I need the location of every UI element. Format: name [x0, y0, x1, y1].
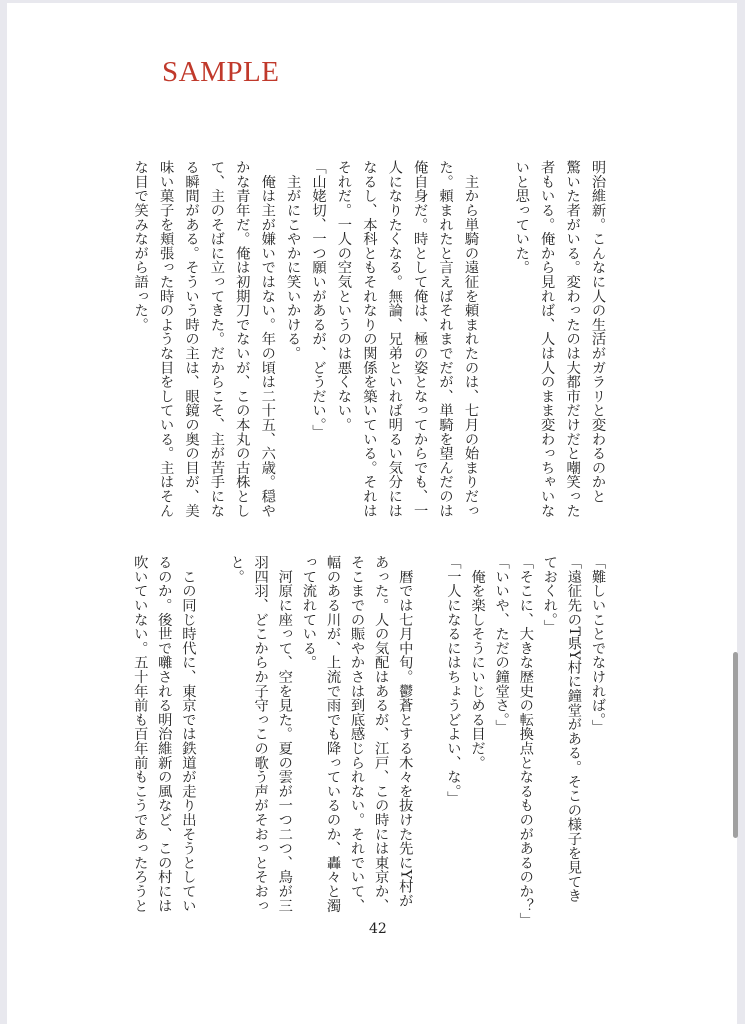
text-block-bottom	[128, 555, 610, 927]
text-line: 暦では七月中旬。鬱蒼とする木々を抜けた先にY村が	[397, 555, 414, 908]
text-line: 幅のある川が、上流で雨でも降っているのか、轟々と濁	[324, 555, 341, 913]
text-line: 俺を楽しそうにいじめる目だ。	[469, 555, 486, 770]
text-line: た。頼まれたと言えばそれまでだが、単騎を望んだのは	[437, 160, 454, 518]
text-line: 驚いた者がいる。変わったのは大都市だけだと嘲笑った	[564, 160, 581, 518]
scrollbar-thumb[interactable]	[733, 652, 738, 838]
text-line: そこまでの賑やかさは到底感じられない。それでいて、	[349, 555, 366, 913]
text-line: 「いいや、ただの鐘堂さ。」	[493, 555, 510, 734]
blank-line	[200, 555, 224, 917]
text-line: 河原に座って、空を見た。夏の雲が一つ二つ、鳥が三	[276, 555, 293, 913]
sample-watermark: SAMPLE	[162, 56, 280, 88]
text-line: 味い菓子を頬張った時のような目をしている。主はそん	[158, 160, 175, 518]
text-line: 「難しいことでなければ。」	[590, 555, 606, 734]
text-line: って流れている。	[300, 555, 317, 670]
text-line: この同じ時代に、東京では鉄道が走り出そうとしてい	[180, 555, 197, 913]
text-line: なるし、本科ともそれなりの関係を築いている。それは	[361, 160, 378, 518]
text-line: 俺自身だ。時として俺は、極の姿となってからでも、一	[412, 160, 429, 518]
text-line: て、主のそばに立ってきた。だからこそ、主が苦手にな	[208, 160, 225, 518]
text-line: 「一人になるにはちょうどよい、な。」	[445, 555, 462, 806]
text-line: 「遠征先のT県Y村に鐘堂がある。そこの様子を見てき	[565, 555, 582, 903]
text-line: 主がにこやかに笑いかける。	[285, 160, 302, 361]
text-line: かな青年だ。俺は初期刀でないが、この本丸の古株とし	[234, 160, 251, 518]
text-line: る瞬間がある。そういう時の主は、眼鏡の奥の目が、美	[183, 160, 200, 518]
text-line: 「そこに、大きな歴史の転換点となるものがあるのか？」	[517, 555, 534, 927]
text-line: いと思っていた。	[513, 160, 530, 275]
text-line: 明治維新。こんなに人の生活がガラリと変わるのかと	[590, 160, 606, 504]
page-number: 42	[369, 921, 387, 937]
text-line: ておくれ。」	[541, 555, 558, 634]
text-line: と。	[228, 555, 245, 584]
text-line: 主から単騎の遠征を頼まれたのは、七月の始まりだっ	[462, 160, 479, 518]
text-line: それだ。一人の空気というのは悪くない。	[335, 160, 352, 432]
text-line: 俺は主が嫌いではない。年の頃は二十五、六歳。穏や	[259, 160, 276, 518]
text-line: 者もいる。俺から見れば、人は人のまま変わっちゃいな	[539, 160, 556, 518]
blank-line	[417, 555, 441, 917]
text-line: な目で笑みながら語った。	[132, 160, 149, 332]
text-line: 羽四羽、どこからか子守っこの歌う声がそおっとそおっ	[252, 555, 269, 913]
document-page	[7, 3, 737, 1024]
text-line: あった。人の気配はあるが、江戸、この時には東京か、	[373, 555, 390, 913]
text-block-top	[127, 160, 610, 522]
text-line: 吹いていない。五十年前も百年前もこうであったろうと	[132, 555, 149, 913]
text-line: るのか。後世で囃される明治維新の風など、この村には	[156, 555, 173, 913]
blank-line	[483, 160, 508, 522]
text-line: 「山姥切、一つ願いがあるが、どうだい。」	[310, 160, 327, 439]
text-line: 人になりたくなる。無論、兄弟といれば明るい気分には	[386, 160, 403, 518]
